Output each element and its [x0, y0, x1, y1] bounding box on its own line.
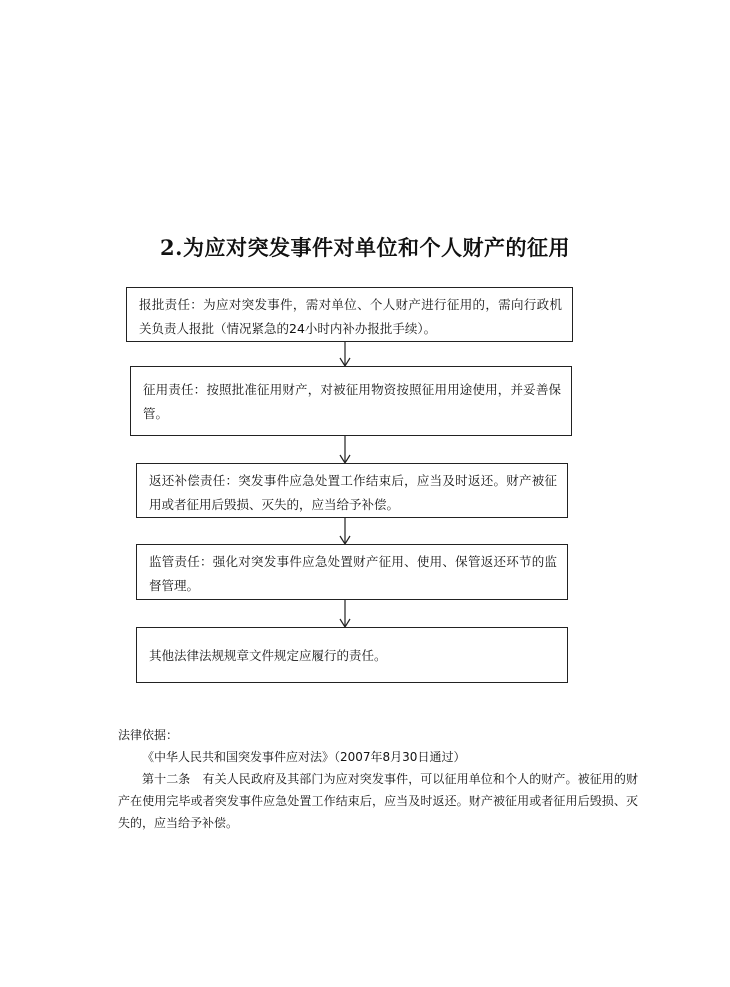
legal-basis [118, 724, 638, 834]
flow-step-supervision-text: 监管责任：强化对突发事件应急处置财产征用、使用、保管返还环节的监督管理。 [149, 554, 557, 593]
flow-step-return-compensation [136, 463, 568, 518]
flow-step-approval-text: 报批责任：为应对突发事件，需对单位、个人财产进行征用的，需向行政机关负责人报批（情况紧急的24小时内补办报批手续）。 [139, 297, 562, 336]
legal-basis-heading: 法律依据： [118, 728, 179, 742]
flow-step-return-compensation-text: 返还补偿责任：突发事件应急处置工作结束后，应当及时返还。财产被征用或者征用后毁损、灭失的，应当给予补偿。 [149, 473, 557, 512]
flow-arrow-2 [340, 436, 350, 463]
legal-basis-law: 《中华人民共和国突发事件应对法》（2007年8月30日通过） [142, 750, 466, 764]
flow-step-requisition-text: 征用责任：按照批准征用财产，对被征用物资按照征用用途使用，并妥善保管。 [143, 382, 561, 421]
flow-step-supervision [136, 544, 568, 600]
flow-step-other [136, 627, 568, 683]
flow-step-requisition [130, 366, 572, 436]
flow-arrow-4 [340, 600, 350, 627]
flow-step-other-text: 其他法律法规规章文件规定应履行的责任。 [149, 648, 387, 663]
legal-basis-article: 第十二条 有关人民政府及其部门为应对突发事件，可以征用单位和个人的财产。被征用的财产在使用完毕或者突发事件应急处置工作结束后，应当及时返还。财产被征用或者征用后毁损、灭失的，应当给予补偿。 [118, 772, 638, 830]
flow-arrow-1 [340, 342, 350, 366]
page-title: 2.为应对突发事件对单位和个人财产的征用 [160, 235, 570, 260]
flow-arrow-3 [340, 518, 350, 544]
flow-step-approval [126, 287, 573, 342]
